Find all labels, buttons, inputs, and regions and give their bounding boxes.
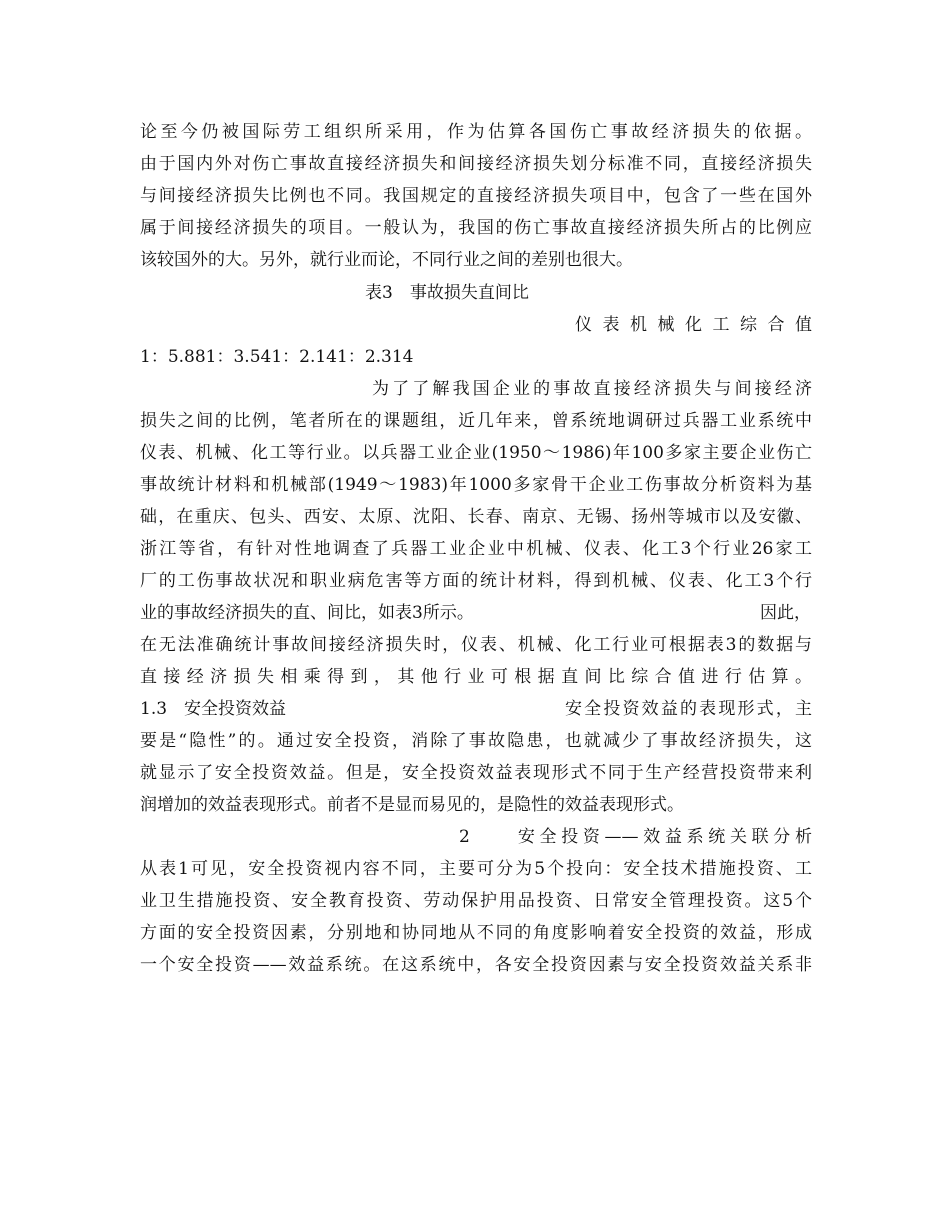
text-line: 础，在重庆、包头、西安、太原、沈阳、长春、南京、无锡、扬州等城市以及安徽、: [140, 507, 812, 527]
text-line: 直接经济损失相乘得到，其他行业可根据直间比综合值进行估算。: [140, 667, 812, 687]
table-values: 1：5.881：3.541：2.141：2.314: [140, 347, 414, 367]
text-line: 为了了解我国企业的事故直接经济损失与间接经济: [372, 379, 812, 399]
text-line: 事故统计材料和机械部(1949～1983)年1000多家骨干企业工伤事故分析资料为基: [140, 475, 812, 495]
text-line: 由于国内外对伤亡事故直接经济损失和间接经济损失划分标准不同，直接经济损失: [140, 154, 812, 174]
text-line: 与间接经济损失比例也不同。我国规定的直接经济损失项目中，包含了一些在国外: [140, 186, 812, 206]
section-heading: 1.3 安全投资效益: [140, 699, 287, 719]
text-line: 损失之间的比例，笔者所在的课题组，近几年来，曾系统地调研过兵器工业系统中: [140, 411, 812, 431]
text-line: 因此，: [760, 603, 811, 623]
text-line: 润增加的效益表现形式。前者不是显而易见的，是隐性的效益表现形式。: [140, 795, 684, 815]
text-line: 厂的工伤事故状况和职业病危害等方面的统计材料，得到机械、仪表、化工3个行: [140, 571, 812, 591]
text-line: 安全投资效益的表现形式，主: [565, 699, 812, 719]
text-line: 该较国外的大。另外，就行业而论，不同行业之间的差别也很大。: [140, 250, 633, 270]
text-line: 就显示了安全投资效益。但是，安全投资效益表现形式不同于生产经营投资带来利: [140, 763, 812, 783]
text-line: 从表1可见，安全投资视内容不同，主要可分为5个投向：安全技术措施投资、工: [140, 859, 812, 879]
text-line: 一个安全投资——效益系统。在这系统中，各安全投资因素与安全投资效益关系非: [140, 955, 812, 975]
text-line: 仪表、机械、化工等行业。以兵器工业企业(1950～1986)年100多家主要企业伤亡: [140, 443, 812, 463]
text-line: 要是“隐性”的。通过安全投资，消除了事故隐患，也就减少了事故经济损失，这: [140, 731, 812, 751]
table-caption: 表3 事故损失直间比: [365, 283, 529, 303]
text-line: 论至今仍被国际劳工组织所采用，作为估算各国伤亡事故经济损失的依据。: [140, 122, 812, 142]
table-header: 仪 表 机 械 化 工 综 合 值: [575, 315, 812, 335]
section-heading: 2 安全投资——效益系统关联分析: [459, 827, 812, 847]
text-line: 业的事故经济损失的直、间比，如表3所示。: [140, 603, 474, 623]
text-line: 在无法准确统计事故间接经济损失时，仪表、机械、化工行业可根据表3的数据与: [140, 635, 812, 655]
text-line: 方面的安全投资因素，分别地和协同地从不同的角度影响着安全投资的效益，形成: [140, 923, 812, 943]
text-line: 浙江等省，有针对性地调查了兵器工业企业中机械、仪表、化工3个行业26家工: [140, 539, 812, 559]
text-line: 属于间接经济损失的项目。一般认为，我国的伤亡事故直接经济损失所占的比例应: [140, 218, 812, 238]
text-line: 业卫生措施投资、安全教育投资、劳动保护用品投资、日常安全管理投资。这5个: [140, 891, 812, 911]
